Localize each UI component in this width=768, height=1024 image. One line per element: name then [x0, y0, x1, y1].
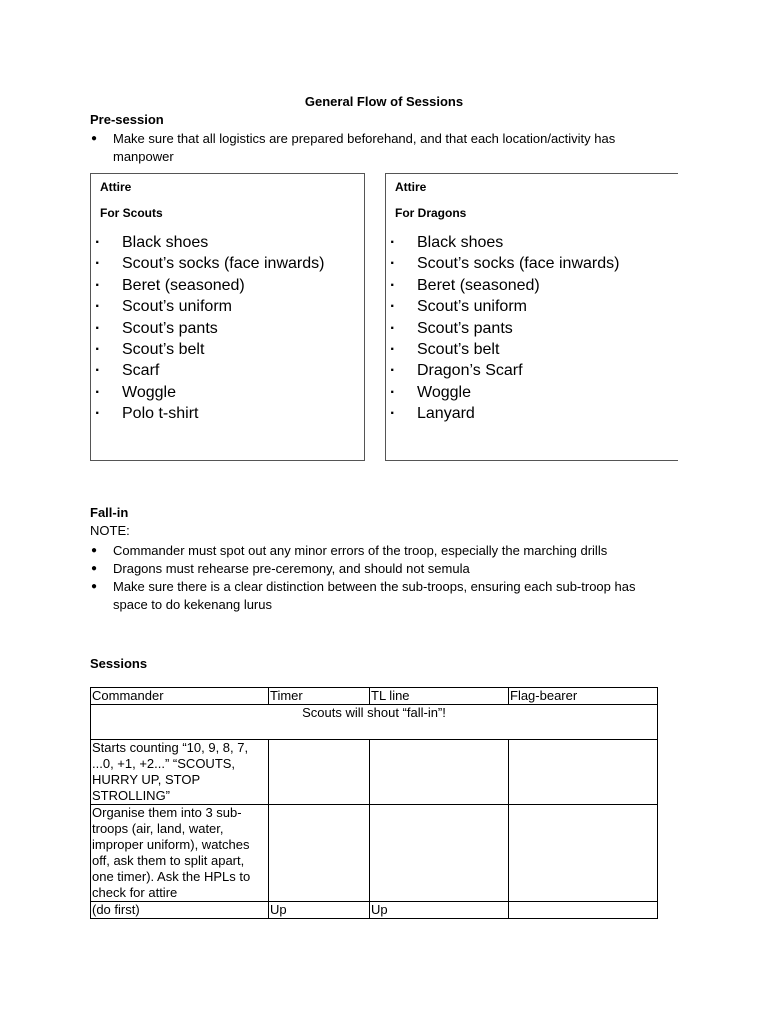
attire-item: · Scout’s socks (face inwards): [386, 253, 619, 274]
attire-item: · Scout’s uniform: [386, 296, 619, 317]
table-cell: Organise them into 3 sub-troops (air, land, water, improper uniform), watches off, ask them to split apart, one timer). Ask the HPLs to check for attire: [91, 805, 269, 902]
attire-item: · Scout’s socks (face inwards): [91, 253, 324, 274]
attire-item: · Woggle: [91, 382, 324, 403]
attire-list-scouts: [91, 232, 324, 425]
attire-item: · Scarf: [91, 360, 324, 381]
fall-in-bullet: ● Dragons must rehearse pre-ceremony, and should not semula: [90, 560, 670, 578]
table-cell: [269, 805, 370, 902]
table-cell: [509, 740, 658, 805]
sessions-heading: Sessions: [90, 656, 148, 671]
column-header: Flag-bearer: [509, 688, 658, 705]
pre-session-bullets: [90, 130, 670, 166]
fall-in-bullet: ● Make sure there is a clear distinction between the sub-troops, ensuring each sub-troop has space to do kekenang lurus: [90, 578, 670, 614]
attire-item: · Beret (seasoned): [386, 275, 619, 296]
banner-cell: Scouts will shout “fall-in”!: [91, 705, 658, 740]
attire-item: · Scout’s belt: [386, 339, 619, 360]
attire-item: · Dragon’s Scarf: [386, 360, 619, 381]
table-cell: [370, 740, 509, 805]
pre-session-heading: Pre-session: [90, 112, 164, 127]
table-banner-row: [91, 705, 658, 740]
fall-in-bullet: ● Commander must spot out any minor errors of the troop, especially the marching drills: [90, 542, 670, 560]
attire-item: · Scout’s pants: [386, 318, 619, 339]
attire-list-dragons: [386, 232, 619, 425]
attire-item: · Woggle: [386, 382, 619, 403]
table-row: [91, 902, 658, 919]
attire-heading: Attire: [100, 180, 132, 194]
fall-in-note: NOTE:: [90, 523, 130, 538]
table-cell: Up: [370, 902, 509, 919]
column-header: TL line: [370, 688, 509, 705]
column-header: Commander: [91, 688, 269, 705]
attire-heading: Attire: [395, 180, 427, 194]
table-cell: [509, 805, 658, 902]
attire-item: · Black shoes: [91, 232, 324, 253]
table-header-row: [91, 688, 658, 705]
attire-box-dragons: [385, 173, 678, 461]
table-cell: Up: [269, 902, 370, 919]
attire-item: · Beret (seasoned): [91, 275, 324, 296]
attire-item: · Scout’s belt: [91, 339, 324, 360]
pre-session-bullet: ● Make sure that all logistics are prepared beforehand, and that each location/activity has manpower: [90, 130, 670, 166]
table-cell: [370, 805, 509, 902]
table-cell: Starts counting “10, 9, 8, 7, ...0, +1, +2...” “SCOUTS, HURRY UP, STOP STROLLING”: [91, 740, 269, 805]
document-title: General Flow of Sessions: [304, 94, 464, 109]
attire-item: · Lanyard: [386, 403, 619, 424]
fall-in-bullets: [90, 542, 670, 614]
attire-subheading: For Scouts: [100, 206, 163, 220]
attire-item: · Scout’s uniform: [91, 296, 324, 317]
table-cell: [509, 902, 658, 919]
attire-item: · Polo t-shirt: [91, 403, 324, 424]
column-header: Timer: [269, 688, 370, 705]
attire-box-scouts: [90, 173, 365, 461]
attire-subheading: For Dragons: [395, 206, 467, 220]
table-cell: [269, 740, 370, 805]
sessions-table: [90, 687, 658, 919]
table-cell: (do first): [91, 902, 269, 919]
fall-in-heading: Fall-in: [90, 505, 129, 520]
table-row: [91, 805, 658, 902]
attire-item: · Scout’s pants: [91, 318, 324, 339]
attire-item: · Black shoes: [386, 232, 619, 253]
table-row: [91, 740, 658, 805]
